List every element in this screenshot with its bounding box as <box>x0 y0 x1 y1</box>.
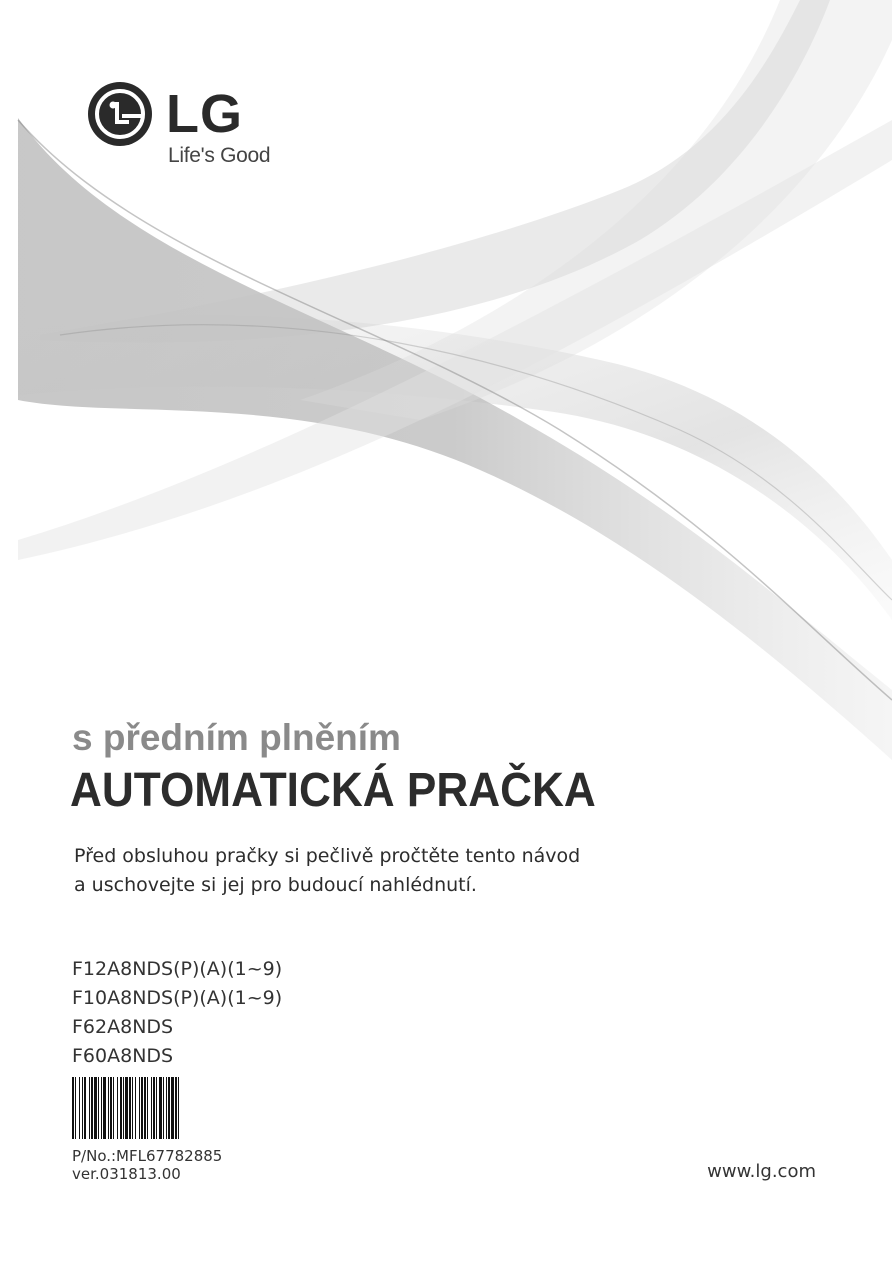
barcode-bar <box>163 1077 164 1139</box>
barcode-bar <box>135 1077 136 1139</box>
barcode-bar <box>168 1077 170 1139</box>
model-list <box>72 955 282 1071</box>
barcode-bar <box>117 1077 118 1139</box>
model-number: F62A8NDS <box>72 1016 174 1038</box>
barcode-bar <box>94 1077 97 1139</box>
barcode-bar <box>101 1077 102 1139</box>
barcode-bar <box>175 1077 177 1139</box>
barcode-bar <box>166 1077 167 1139</box>
part-number: P/No.:MFL67782885 <box>72 1147 223 1165</box>
barcode-bar <box>178 1077 179 1139</box>
cover-subtitle: s předním plněním <box>72 717 401 758</box>
barcode-bar <box>110 1077 112 1139</box>
barcode-bar <box>89 1077 90 1139</box>
barcode-bar <box>141 1077 143 1139</box>
barcode-bar <box>84 1077 86 1139</box>
brand-name: LG <box>166 84 243 144</box>
barcode-bar <box>123 1077 124 1139</box>
barcode-bar <box>156 1077 157 1139</box>
part-info <box>72 1147 222 1183</box>
barcode-bar <box>91 1077 93 1139</box>
brand-tagline: Life's Good <box>168 144 271 167</box>
model-number: F12A8NDS(P)(A)(1~9) <box>72 958 283 980</box>
barcode-bar <box>159 1077 162 1139</box>
barcode-bar <box>147 1077 148 1139</box>
barcode-bar <box>75 1077 76 1139</box>
intro-line: a uschovejte si jej pro budoucí nahlédnutí. <box>74 874 477 896</box>
intro-text <box>74 842 580 900</box>
lg-logo <box>86 80 286 170</box>
website-url: www.lg.com <box>707 1161 816 1182</box>
barcode-bar <box>129 1077 131 1139</box>
version-number: ver.031813.00 <box>72 1165 181 1183</box>
barcode-bar <box>144 1077 146 1139</box>
barcode-bar <box>72 1077 74 1139</box>
cover-title: AUTOMATICKÁ PRAČKA <box>70 764 596 817</box>
barcode-bar <box>139 1077 140 1139</box>
model-number: F60A8NDS <box>72 1045 174 1067</box>
intro-line: Před obsluhou pračky si pečlivě pročtěte tento návod <box>74 845 581 867</box>
barcode-bar <box>108 1077 109 1139</box>
model-number: F10A8NDS(P)(A)(1~9) <box>72 987 283 1009</box>
barcode-bar <box>132 1077 133 1139</box>
barcode-bar <box>171 1077 174 1139</box>
barcode <box>72 1077 280 1139</box>
barcode-bar <box>103 1077 106 1139</box>
barcode-bar <box>120 1077 122 1139</box>
barcode-bar <box>125 1077 128 1139</box>
barcode-bar <box>113 1077 114 1139</box>
barcode-bar <box>79 1077 80 1139</box>
barcode-bar <box>98 1077 99 1139</box>
barcode-bar <box>153 1077 155 1139</box>
barcode-bar <box>151 1077 152 1139</box>
barcode-bar <box>82 1077 83 1139</box>
lg-face-logo-icon <box>86 80 154 148</box>
